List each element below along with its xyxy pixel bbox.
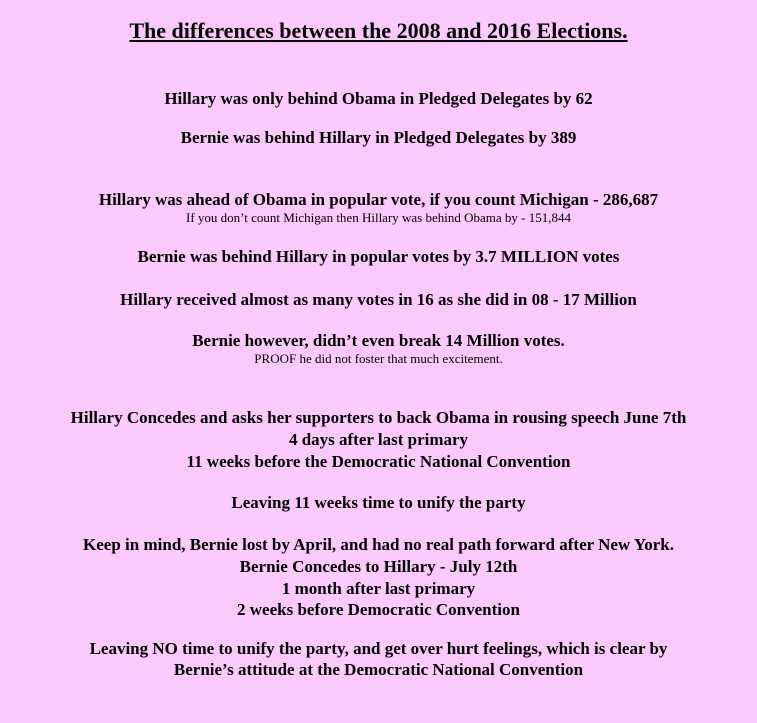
hillary-concedes-timing: 4 days after last primary <box>288 430 469 449</box>
popular-vote-2008-note: If you don’t count Michigan then Hillary was behind Obama by - 151,844 <box>186 210 571 225</box>
hillary-concedes-convention: 11 weeks before the Democratic National Convention <box>186 452 571 471</box>
popular-vote-2016: Bernie was behind Hillary in popular votes by 3.7 MILLION votes <box>137 247 620 266</box>
unify-time-2016: Leaving NO time to unify the party, and get over hurt feelings, which is clear by <box>89 639 668 658</box>
bernie-concedes: Bernie Concedes to Hillary - July 12th <box>239 557 518 576</box>
unify-time-2008: Leaving 11 weeks time to unify the party <box>231 493 526 512</box>
bernie-lost-note: Keep in mind, Bernie lost by April, and had no real path forward after New York. <box>83 535 674 554</box>
popular-vote-2008: Hillary was ahead of Obama in popular vote, if you count Michigan - 286,687 <box>98 190 659 209</box>
bernie-concedes-timing: 1 month after last primary <box>281 579 476 598</box>
bernie-vote-note: PROOF he did not foster that much excitement. <box>254 351 503 366</box>
pledged-delegates-2016: Bernie was behind Hillary in Pledged Delegates by 389 <box>180 128 577 147</box>
pledged-delegates-2008: Hillary was only behind Obama in Pledged Delegates by 62 <box>164 89 593 108</box>
convention-attitude: Bernie’s attitude at the Democratic National Convention <box>173 660 584 679</box>
bernie-concedes-convention: 2 weeks before Democratic Convention <box>237 600 520 619</box>
hillary-vote-total: Hillary received almost as many votes in 16 as she did in 08 - 17 Million <box>120 290 637 309</box>
page-title: The differences between the 2008 and 2016 Elections. <box>129 18 628 43</box>
bernie-vote-total: Bernie however, didn’t even break 14 Million votes. <box>192 331 565 350</box>
hillary-concedes: Hillary Concedes and asks her supporters to back Obama in rousing speech June 7th <box>70 408 687 427</box>
